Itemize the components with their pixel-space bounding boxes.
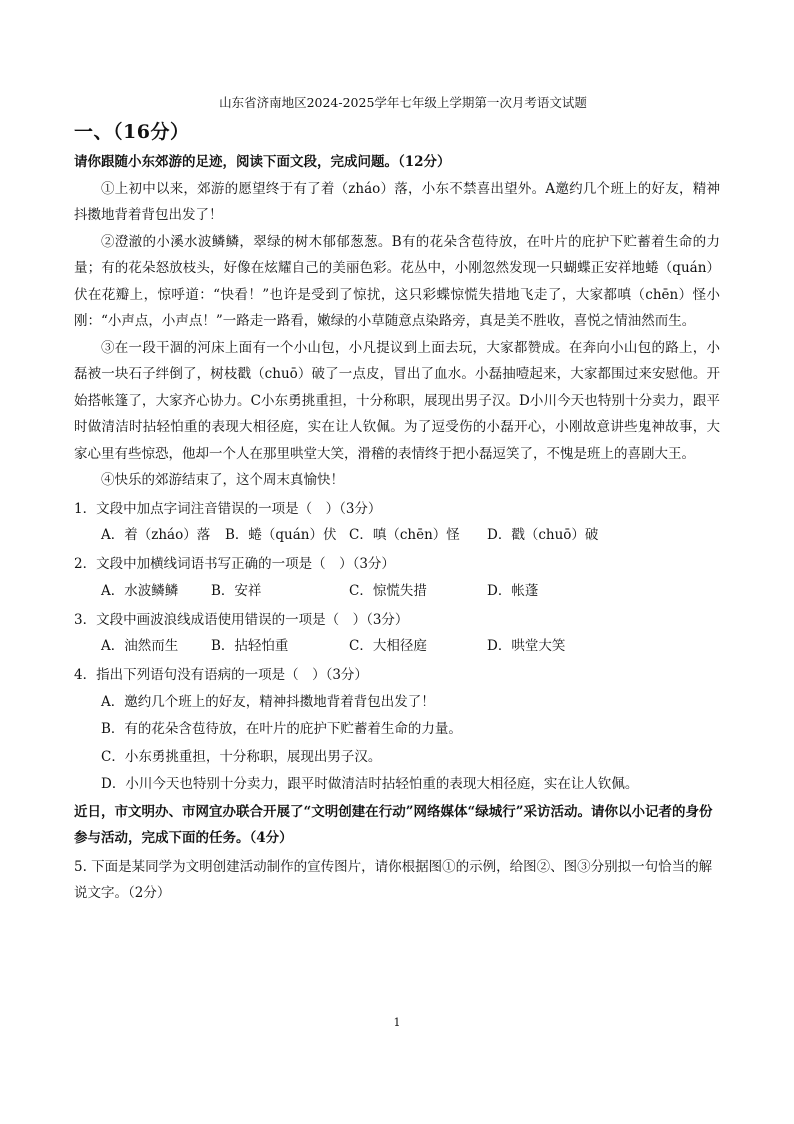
paragraph-4: ④快乐的郊游结束了，这个周末真愉快！ — [101, 472, 344, 488]
doc-title: 山东省济南地区2024-2025学年七年级上学期第一次月考语文试题 — [219, 95, 587, 110]
option-c: C．嗔（chēn）怪 — [349, 527, 460, 543]
option-a: A．水波鳞鳞 — [101, 582, 179, 599]
section-heading: 一、（16分） — [74, 121, 190, 143]
page-number: 1 — [393, 1016, 401, 1029]
option-c: C．大相径庭 — [349, 638, 427, 654]
paragraph-2: ②澄澈的小溪水波鳞鳞，翠绿的树木郁郁葱葱。B有的花朵含苞待放，在叶片的庇护下贮蓄着生命的力量；有的花朵怒放枝头，好像在炫耀自己的美丽色彩。花丛中，小刚忽然发现一只蝴蝶正安祥地蜷（quán）伏在花瓣上，惊呼道：“快看！”也许是受到了惊扰，这只彩蝶惊慌失措地飞走了，大家都嗔（chēn）怪小刚：“小声点，小声点！”一路走一路看，嫩绿的小草随意点染路旁，真是美不胜收，喜悦之情油然而生。 — [74, 233, 720, 329]
question-4-option-b: B．有的花朵含苞待放，在叶片的庇护下贮蓄着生命的力量。 — [101, 721, 462, 737]
activity-instructions: 近日，市文明办、市网宜办联合开展了“文明创建在行动”网络媒体“绿城行”采访活动。请你以小记者的身份参与活动，完成下面的任务。（4分） — [74, 803, 713, 846]
option-b: B．拈轻怕重 — [211, 638, 289, 654]
question-4-option-a: A．邀约几个班上的好友，精神抖擞地背着背包出发了！ — [101, 693, 435, 710]
paragraph-1: ①上初中以来，郊游的愿望终于有了着（zháo）落，小东不禁喜出望外。A邀约几个班上的好友，精神抖擞地背着背包出发了！ — [74, 180, 720, 223]
option-b: B．蜷（quán）伏 — [225, 527, 337, 543]
option-a: A．着（zháo）落 — [101, 527, 211, 543]
paragraph-3: ③在一段干涸的河床上面有一个小山包，小凡提议到上面去玩，大家都赞成。在奔向小山包的路上，小磊被一块石子绊倒了，树枝戳（chuō）破了一点皮，冒出了血水。小磊抽噎起来，大家都围过来安慰他。开始搭帐篷了，大家齐心协力。C小东勇挑重担，十分称职，展现出男子汉。D小川今天也特别十分卖力，跟平时做清洁时拈轻怕重的表现大相径庭，实在让人钦佩。为了逗受伤的小磊开心，小刚故意讲些鬼神故事，大家心里有些惊恐，他却一个人在那里哄堂大笑，滑稽的表情终于把小磊逗笑了，不愧是班上的喜剧大王。 — [74, 339, 720, 462]
option-d: D．戳（chuō）破 — [487, 527, 599, 543]
question-4-option-c: C．小东勇挑重担，十分称职，展现出男子汉。 — [101, 748, 382, 765]
question-4: 4．指出下列语句没有语病的一项是（ ）（3分） — [74, 667, 368, 683]
option-d: D．帐蓬 — [487, 582, 539, 599]
question-1-options — [74, 522, 720, 549]
option-a: A．油然而生 — [101, 638, 179, 654]
question-1: 1．文段中加点字词注音错误的一项是（ ）（3分） — [74, 500, 382, 517]
question-2: 2．文段中加横线词语书写正确的一项是（ ）（3分） — [74, 556, 395, 572]
option-d: D．哄堂大笑 — [487, 638, 566, 654]
option-b: B．安祥 — [211, 582, 262, 599]
reading-instructions: 请你跟随小东郊游的足迹，阅读下面文段，完成问题。（12分） — [74, 154, 451, 170]
question-5: 5. 下面是某同学为文明创建活动制作的宣传图片，请你根据图①的示例，给图②、图③分别拟一句恰当的解说文字。（2分） — [74, 858, 713, 901]
question-3: 3．文段中画波浪线成语使用错误的一项是（ ）（3分） — [74, 611, 409, 628]
question-2-options — [74, 578, 720, 605]
question-4-option-d: D．小川今天也特别十分卖力，跟平时做清洁时拈轻怕重的表现大相径庭，实在让人钦佩。 — [101, 776, 639, 792]
option-c: C．惊慌失措 — [349, 582, 427, 599]
question-3-options — [74, 633, 720, 660]
